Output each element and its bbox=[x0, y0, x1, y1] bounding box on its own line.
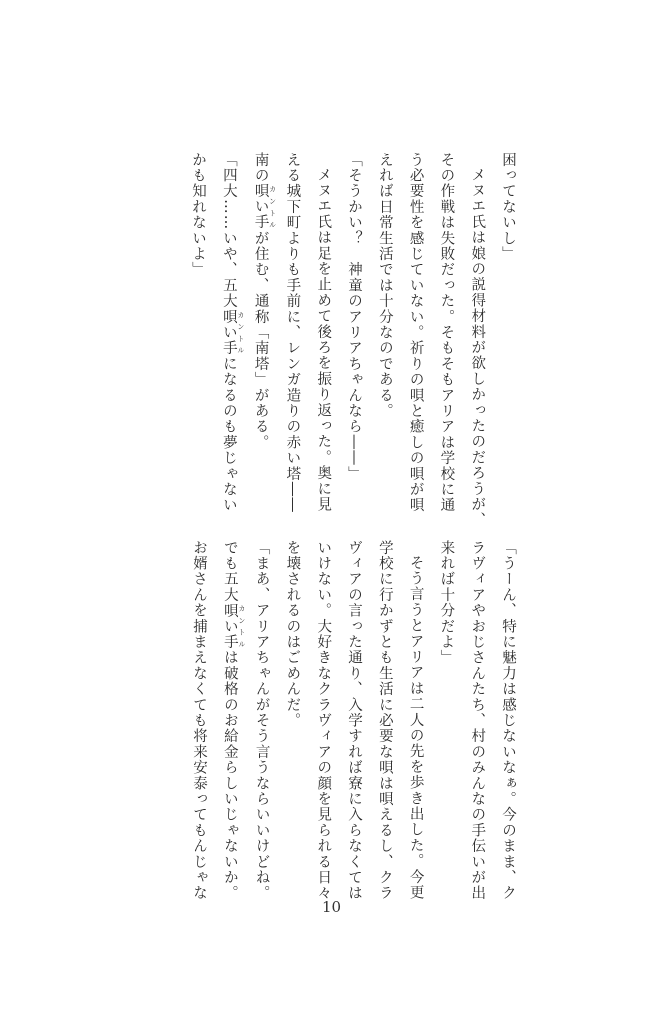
ruby-base: 唄い手 bbox=[221, 602, 238, 650]
text-line: いけない。大好きなクラヴィアの顔を見られる日々 bbox=[315, 540, 332, 902]
text-line bbox=[245, 152, 277, 497]
text-segment: が住む、通称「南塔」がある。 bbox=[252, 230, 269, 451]
text-segment: 南の bbox=[252, 152, 269, 184]
ruby-base: 唄い手 bbox=[220, 309, 237, 357]
text-line: 「まあ、アリアちゃんがそう言うならいいけどね。 bbox=[253, 540, 270, 902]
text-line: お婿さんを捕まえなくても将来安泰ってもんじゃな bbox=[191, 540, 208, 902]
ruby-base: 唄い手 bbox=[252, 183, 269, 231]
ruby-reading: カントル bbox=[237, 602, 246, 650]
text-line: かも知れないよ」 bbox=[190, 152, 207, 278]
text-line: その作戦は失敗だった。そもそもアリアは学校に通 bbox=[438, 152, 455, 514]
text-line: メヌエ氏は娘の説得材料が欲しかったのだろうが、 bbox=[469, 166, 486, 528]
text-line: えれば日常生活では十分なのである。 bbox=[376, 152, 393, 419]
text-block-lower bbox=[183, 540, 523, 902]
text-block-upper bbox=[182, 152, 523, 528]
text-line bbox=[213, 152, 245, 514]
ruby-annotation bbox=[221, 602, 246, 650]
text-line: える城下町よりも手前に、レンガ造りの赤い塔―― bbox=[284, 152, 301, 514]
text-line: そう言うとアリアは二人の先を歩き出した。今更 bbox=[407, 554, 424, 900]
text-segment: は破格のお給金らしいじゃないか。 bbox=[221, 649, 238, 902]
text-segment: 「四大……いや、五大 bbox=[220, 152, 237, 309]
text-line: う必要性を感じていない。祈りの唄と癒しの唄が唄 bbox=[407, 152, 424, 514]
text-segment: になるのも夢じゃない bbox=[220, 356, 237, 514]
text-line: ラヴィアやおじさんたち、村のみんなの手伝いが出 bbox=[469, 540, 486, 902]
text-line: 「そうかい？ 神童のアリアちゃんなら――」 bbox=[346, 152, 363, 482]
ruby-reading: カントル bbox=[236, 309, 245, 357]
text-segment: でも五大 bbox=[221, 540, 238, 603]
ruby-annotation bbox=[252, 183, 277, 231]
page-number: 10 bbox=[321, 898, 342, 916]
text-line: 来れば十分だよ」 bbox=[438, 540, 455, 666]
text-line: メヌエ氏は足を止めて後ろを振り返った。奥に見 bbox=[315, 166, 332, 512]
ruby-reading: カントル bbox=[268, 183, 277, 231]
text-line: 「うーん、特に魅力は感じないなぁ。今のまま、ク bbox=[500, 540, 516, 902]
text-line: 困ってないし」 bbox=[500, 152, 516, 262]
text-line: を壊されるのはごめんだ。 bbox=[284, 540, 301, 729]
text-line bbox=[214, 540, 246, 902]
text-line: 学校に行かずとも生活に必要な唄は唄えるし、クラ bbox=[376, 540, 393, 902]
text-line: ヴィアの言った通り、入学すれば寮に入らなくては bbox=[346, 540, 363, 902]
ruby-annotation bbox=[220, 309, 245, 357]
